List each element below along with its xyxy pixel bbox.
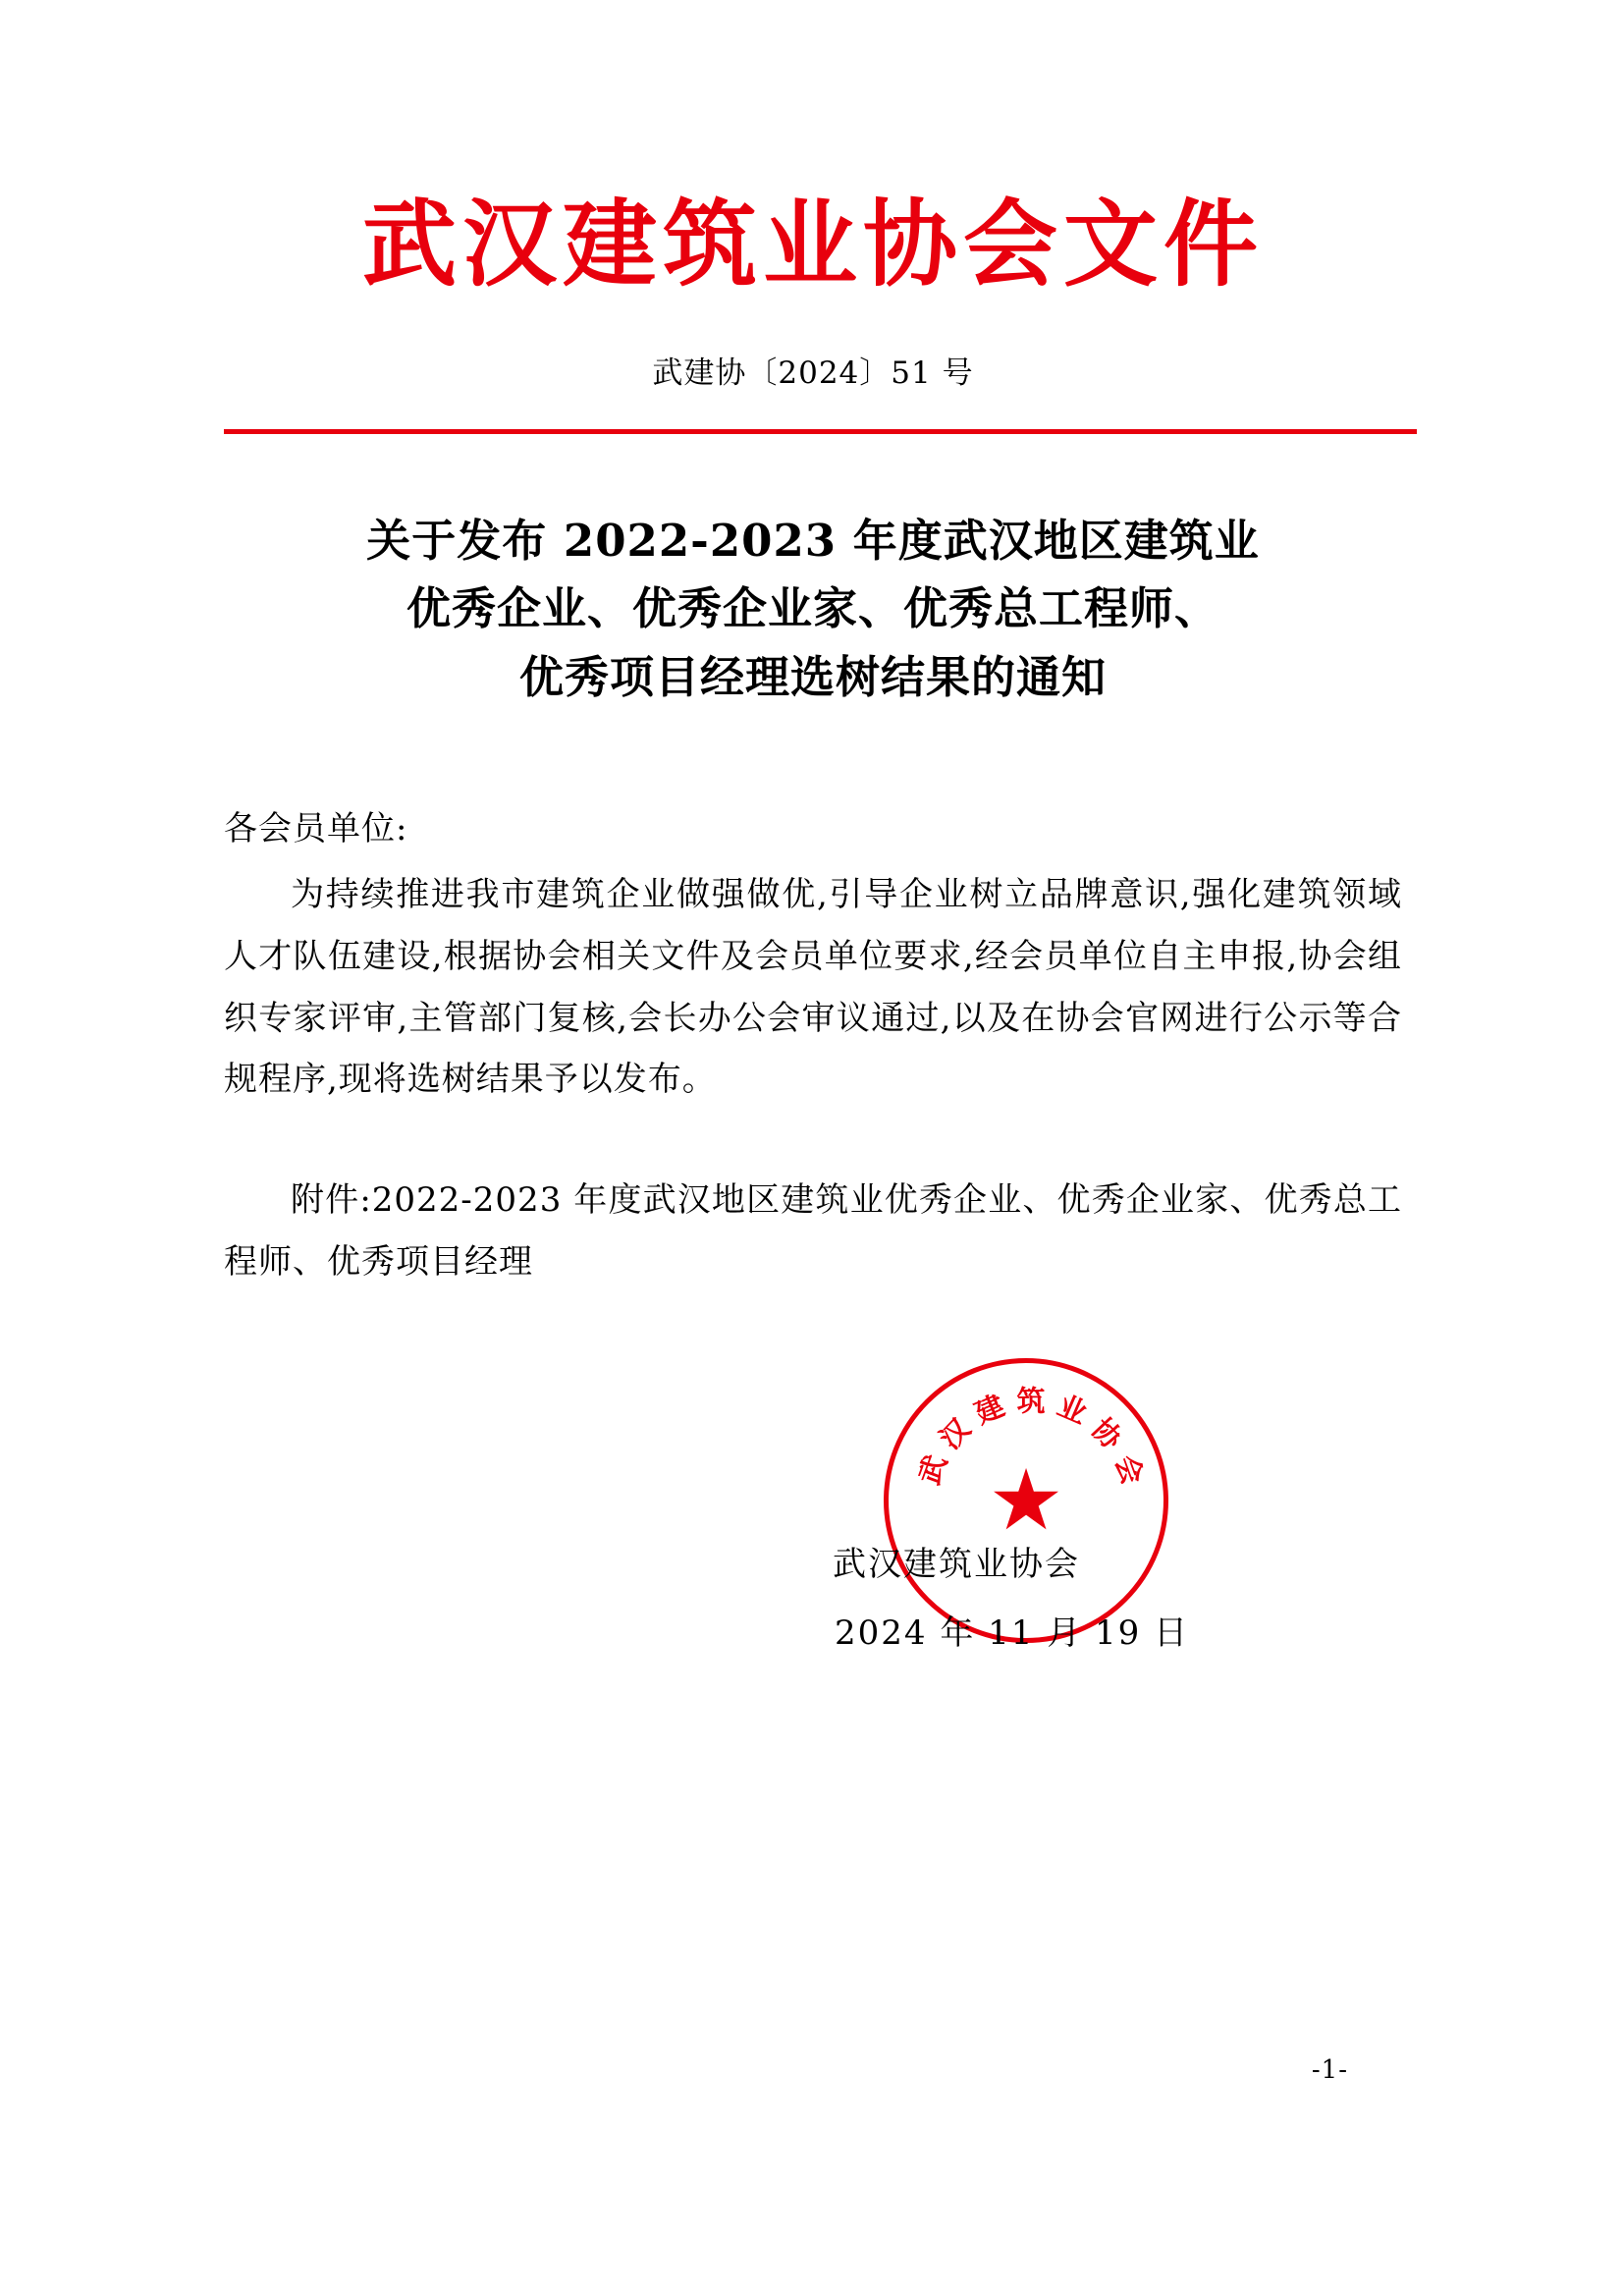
page-title-line-2: 优秀企业、优秀企业家、优秀总工程师、 (406, 582, 1219, 635)
seal-arc-char: 筑 (1016, 1384, 1046, 1418)
seal-arc-char: 协 (1085, 1411, 1129, 1456)
red-divider-rule (224, 429, 1417, 434)
seal-inner (889, 1363, 1163, 1638)
seal-arc-char: 汉 (933, 1411, 977, 1456)
star-icon: ★ (988, 1451, 1064, 1551)
page-title (224, 507, 1402, 712)
masthead (224, 189, 1402, 300)
body-paragraph-1: 为持续推进我市建筑企业做强做优,引导企业树立品牌意识,强化建筑领域人才队伍建设,根据协会相关文件及会员单位要求,经会员单位自主申报,协会组织专家评审,主管部门复核,会长办公会审议通过,以及在协会官网进行公示等合规程序,现将选树结果予以发布。 (224, 874, 1402, 1100)
salutation: 各会员单位: (224, 808, 408, 848)
page-title-line-3: 优秀项目经理选树结果的通知 (518, 651, 1107, 704)
seal-arc-char: 武 (911, 1450, 953, 1490)
attachment-paragraph: 附件:2022-2023 年度武汉地区建筑业优秀企业、优秀企业家、优秀总工程师、优秀项目经理 (224, 1180, 1402, 1283)
page-title-line-1: 关于发布 2022-2023 年度武汉地区建筑业 (366, 514, 1260, 567)
signature-block (224, 1358, 1402, 1682)
document-number: 武建协〔2024〕51 号 (652, 355, 974, 391)
signer-name: 武汉建筑业协会 (833, 1545, 1080, 1585)
seal-arc-char: 业 (1053, 1388, 1093, 1431)
document-content (224, 0, 1402, 2296)
official-seal (884, 1358, 1168, 1643)
masthead-title: 武汉建筑业协会文件 (362, 189, 1264, 300)
document-body (224, 798, 1402, 1293)
sign-date: 2024 年 11 月 19 日 (835, 1613, 1190, 1654)
seal-arc-char: 会 (1109, 1450, 1151, 1490)
page-number: -1- (1311, 2055, 1348, 2085)
seal-arc-char: 建 (969, 1388, 1009, 1431)
